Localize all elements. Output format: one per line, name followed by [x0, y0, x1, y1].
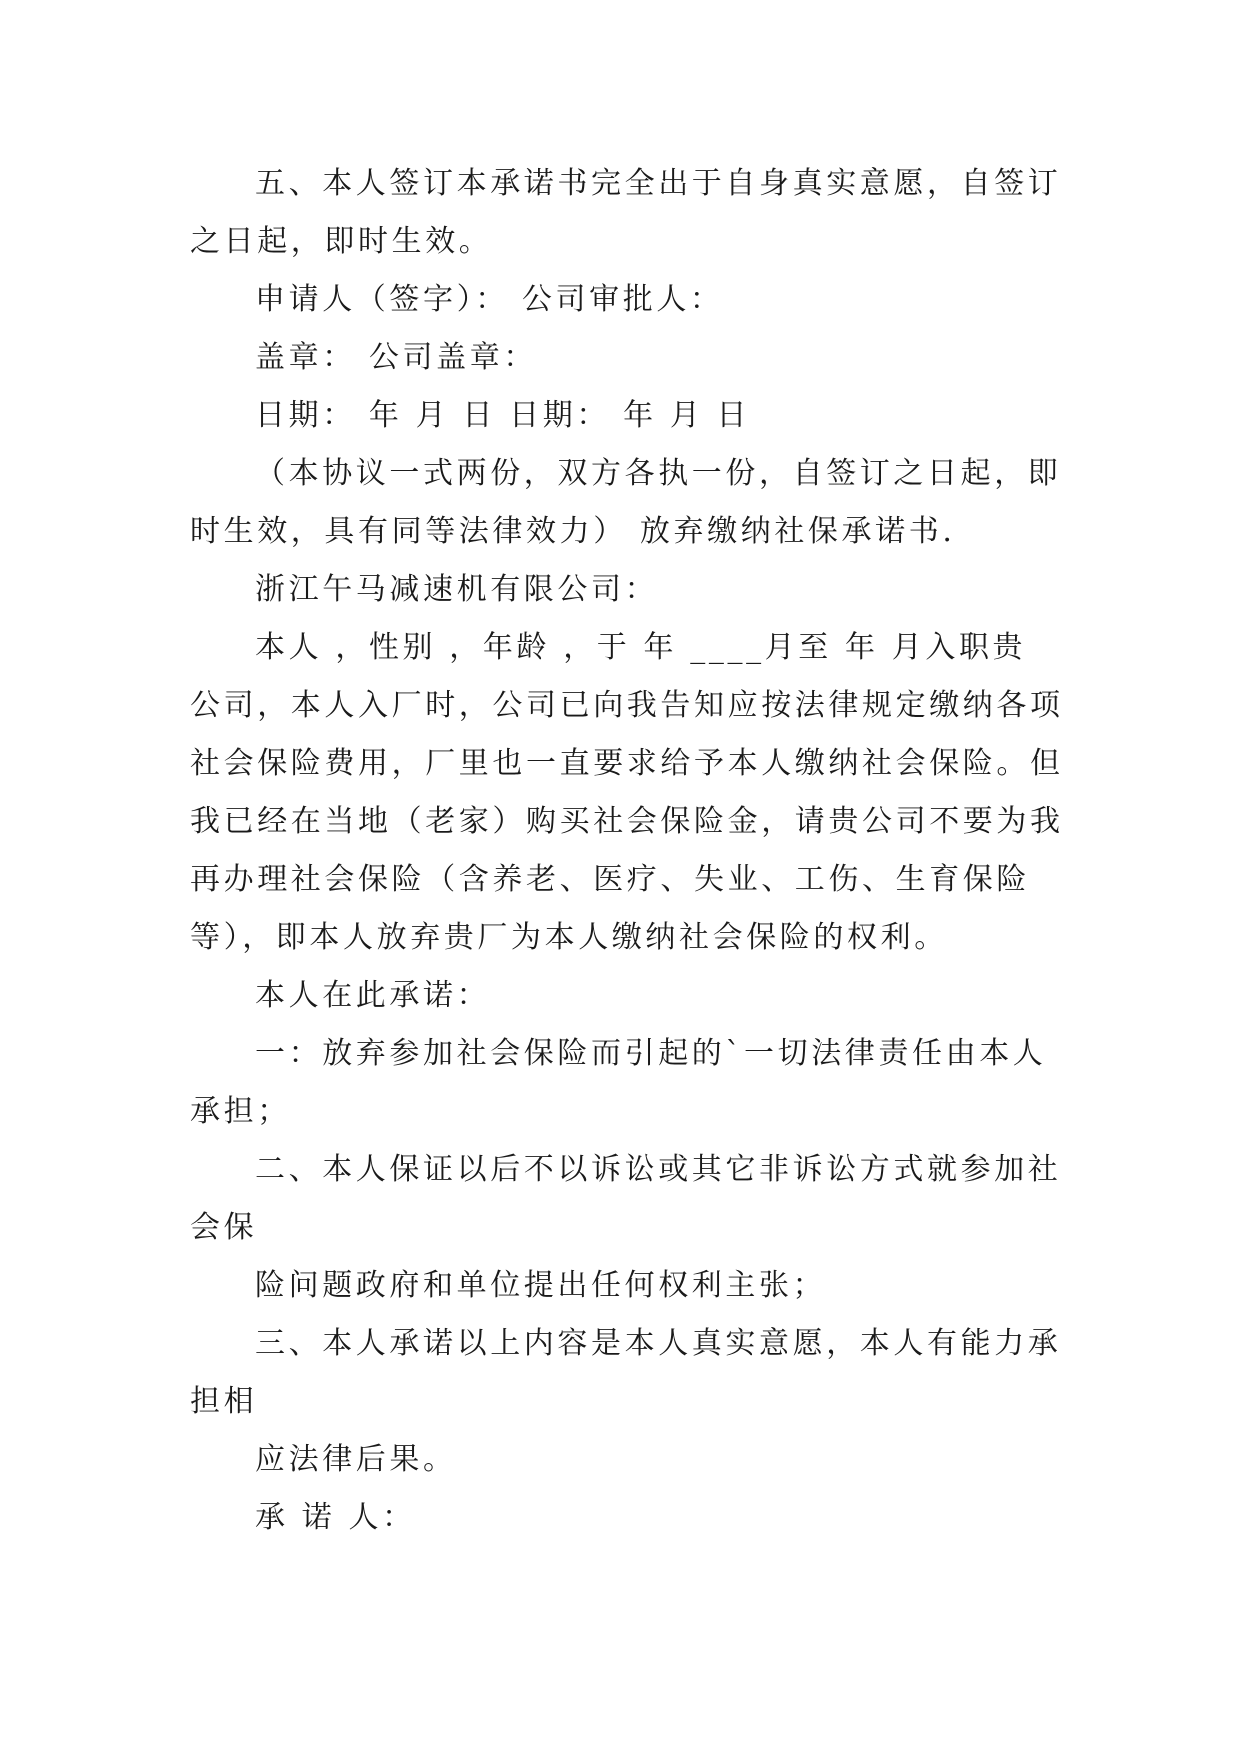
- seal-line: 盖章： 公司盖章：: [255, 340, 537, 375]
- commitment-three-line-1: 三、本人承诺以上内容是本人真实意愿，本人有能力承: [255, 1326, 1062, 1361]
- paragraph-five-line-2: 之日起，即时生效。: [190, 224, 493, 259]
- commitment-three-line-3: 应法律后果。: [255, 1442, 457, 1477]
- body-line-5: 再办理社会保险（含养老、医疗、失业、工伤、生育保险: [190, 862, 1030, 897]
- commitment-one-line-2: 承担；: [190, 1094, 291, 1129]
- date-line: 日期： 年 月 日 日期： 年 月 日: [255, 398, 751, 433]
- promisor-signature-line: 承 诺 人：: [255, 1500, 416, 1535]
- agreement-note-line-2: 时生效，具有同等法律效力） 放弃缴纳社保承诺书.: [190, 514, 956, 549]
- commitment-heading: 本人在此承诺：: [255, 978, 491, 1013]
- agreement-note-line-1: （本协议一式两份，双方各执一份，自签订之日起，即: [255, 456, 1062, 491]
- paragraph-five-line-1: 五、本人签订本承诺书完全出于自身真实意愿，自签订: [255, 166, 1062, 201]
- applicant-signature-line: 申请人（签字）： 公司审批人：: [255, 282, 724, 317]
- body-line-1: 本人 ，性别 ，年龄 ，于 年 ____月至 年 月入职贵: [255, 630, 1027, 665]
- commitment-one-line-1: 一：放弃参加社会保险而引起的`一切法律责任由本人: [255, 1036, 1047, 1071]
- commitment-three-line-2: 担相: [190, 1384, 258, 1419]
- commitment-two-line-1: 二、本人保证以后不以诉讼或其它非诉讼方式就参加社: [255, 1152, 1062, 1187]
- body-line-2: 公司，本人入厂时，公司已向我告知应按法律规定缴纳各项: [190, 688, 1064, 723]
- body-line-3: 社会保险费用，厂里也一直要求给予本人缴纳社会保险。但: [190, 746, 1064, 781]
- commitment-two-line-3: 险问题政府和单位提出任何权利主张；: [255, 1268, 827, 1303]
- commitment-two-line-2: 会保: [190, 1210, 258, 1245]
- addressee-line: 浙江午马减速机有限公司：: [255, 572, 659, 607]
- body-line-4: 我已经在当地（老家）购买社会保险金，请贵公司不要为我: [190, 804, 1064, 839]
- body-line-6: 等），即本人放弃贵厂为本人缴纳社会保险的权利。: [190, 920, 948, 955]
